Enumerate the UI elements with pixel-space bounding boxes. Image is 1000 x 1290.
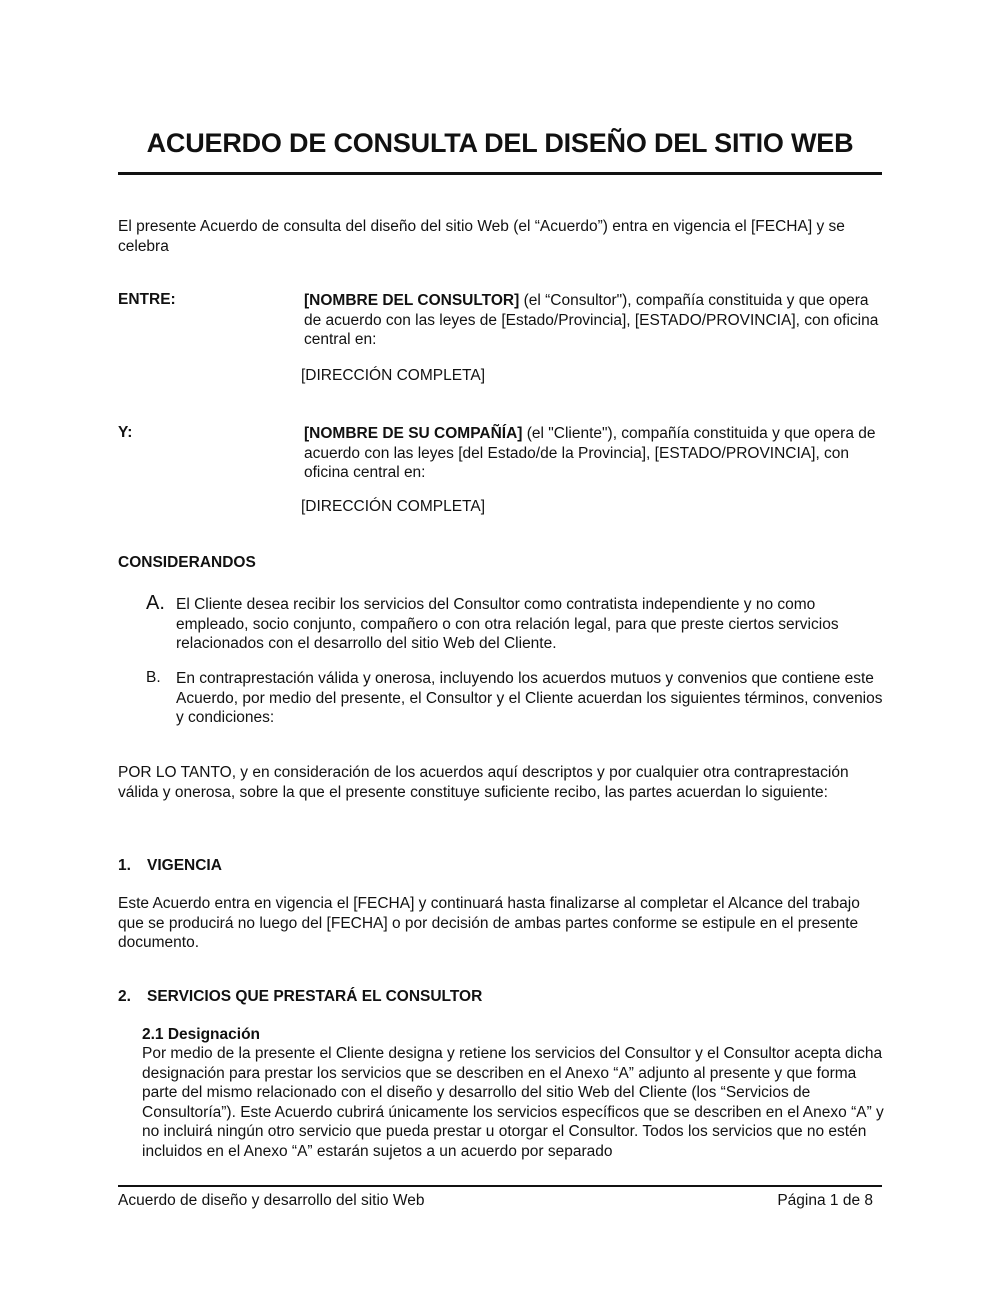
party-consultant-name: [NOMBRE DEL CONSULTOR]: [304, 292, 520, 309]
section-1-title: VIGENCIA: [147, 857, 222, 874]
party-client-address: [DIRECCIÓN COMPLETA]: [301, 498, 486, 515]
party-consultant-description: (el “Consultor"), compañía constituida y que opera de acuerdo con las leyes de [Estado/Provincia], [ESTADO/PROVINCIA], con oficina central en:: [304, 292, 879, 348]
therefore-paragraph: POR LO TANTO, y en consideración de los acuerdos aquí descriptos y por cualquier otra contraprestación válida y onerosa, sobre la que el presente constituye suficiente recibo, las partes acuerdan lo siguiente:: [118, 764, 849, 801]
document-title: ACUERDO DE CONSULTA DEL DISEÑO DEL SITIO WEB: [146, 128, 854, 158]
party-client-description: (el "Cliente"), compañía constituida y que opera de acuerdo con las leyes [del Estado/de la Provincia], [ESTADO/PROVINCIA], con oficina central en:: [304, 425, 876, 481]
footer-page-number: Página 1 de 8: [777, 1192, 873, 1209]
title-divider: [118, 172, 882, 175]
footer-document-name: Acuerdo de diseño y desarrollo del sitio Web: [118, 1192, 425, 1209]
subsection-2-1-heading: 2.1 Designación: [142, 1026, 261, 1043]
party-label-and: Y:: [118, 424, 133, 441]
section-1-number: 1.: [118, 857, 131, 874]
intro-paragraph: El presente Acuerdo de consulta del diseño del sitio Web (el “Acuerdo”) entra en vigencia el [FECHA] y se celebra: [118, 218, 845, 255]
subsection-2-1-text: Por medio de la presente el Cliente designa y retiene los servicios del Consultor y el Consultor acepta dicha designación para prestar los servicios que se describen en el Anexo “A” adjunto al presente y que forma parte del mismo relacionado con el diseño y desarrollo del sitio Web del Cliente (los “Servicios de Consultoría”). Este Acuerdo cubrirá únicamente los servicios específicos que se describen en el Anexo “A” y no incluirá ningún otro servicio que pueda prestar u otorgar el Consultor. Todos los servicios que no estén incluidos en el Anexo “A” estarán sujetos a un acuerdo por separado: [142, 1045, 884, 1160]
party-consultant: [304, 291, 884, 350]
section-1-heading: [118, 857, 222, 875]
party-consultant-address: [DIRECCIÓN COMPLETA]: [301, 367, 486, 384]
recital-a-text: El Cliente desea recibir los servicios del Consultor como contratista independiente y no como empleado, socio conjunto, compañero o con otra relación legal, para que preste ciertos servicios relacionados con el desarrollo del sitio Web del Cliente.: [176, 596, 839, 652]
section-1-text: Este Acuerdo entra en vigencia el [FECHA] y continuará hasta finalizarse al completar el Alcance del trabajo que se producirá no luego del [FECHA] o por decisión de ambas partes conforme se estipule en el presente documento.: [118, 895, 860, 951]
section-2-title: SERVICIOS QUE PRESTARÁ EL CONSULTOR: [147, 988, 483, 1005]
party-client: [304, 424, 884, 483]
section-2-number: 2.: [118, 988, 131, 1005]
recital-b-letter: B.: [146, 669, 161, 686]
party-label-between: ENTRE:: [118, 291, 176, 308]
party-client-name: [NOMBRE DE SU COMPAÑÍA]: [304, 425, 523, 442]
recital-a-letter: A.: [146, 592, 165, 614]
section-2-heading: [118, 988, 482, 1006]
footer-divider: [118, 1185, 882, 1187]
recital-b-text: En contraprestación válida y onerosa, incluyendo los acuerdos mutuos y convenios que contiene este Acuerdo, por medio del presente, el Consultor y el Cliente acuerdan los siguientes términos, convenios y condiciones:: [176, 670, 883, 726]
recitals-heading: CONSIDERANDOS: [118, 554, 256, 571]
